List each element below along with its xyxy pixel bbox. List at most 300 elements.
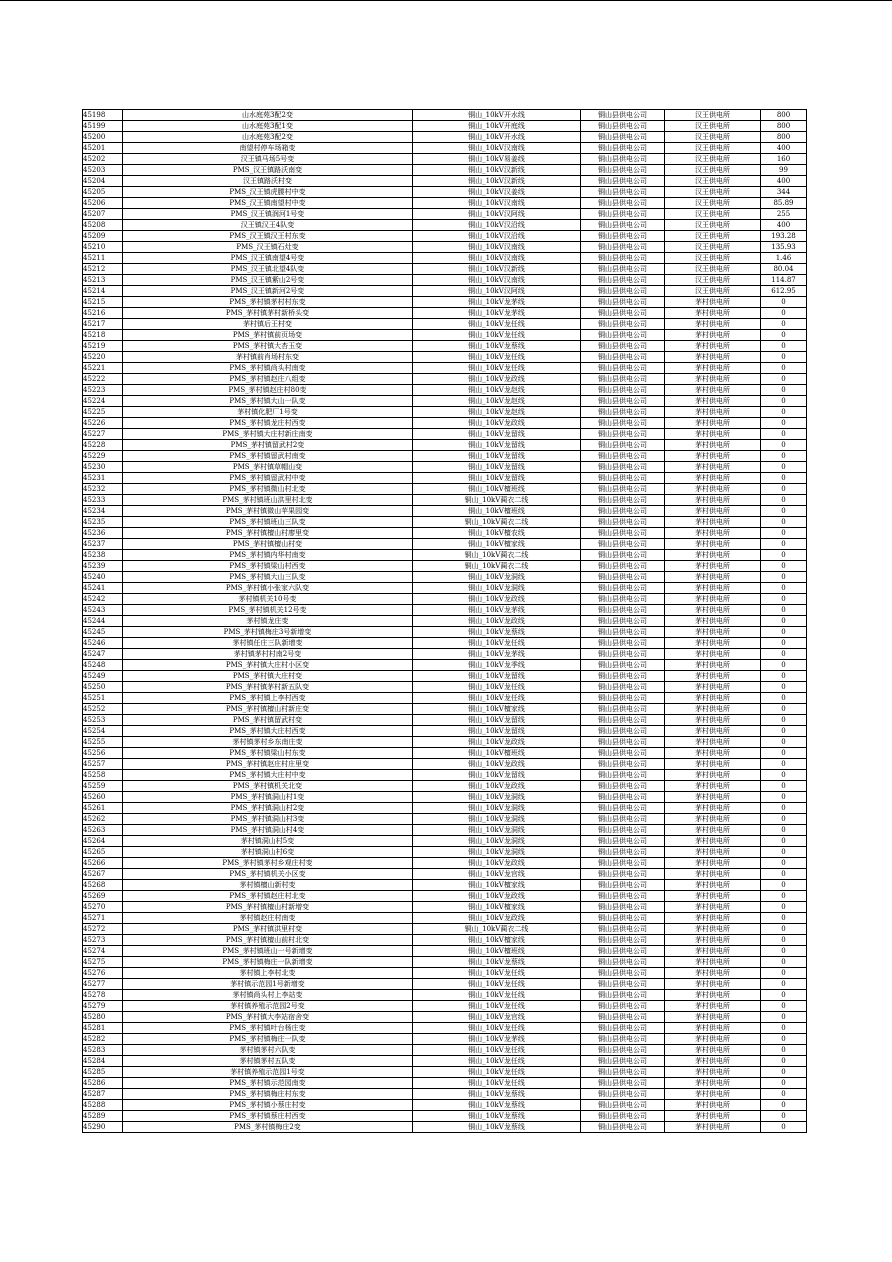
transformer-name: PMS_茅村镇大庄村小区变 bbox=[123, 660, 413, 671]
table-row bbox=[83, 253, 807, 264]
transformer-name: 山水庭苑3配2变 bbox=[123, 110, 413, 121]
transformer-name: 茅村镇洞山村6变 bbox=[123, 847, 413, 858]
table-row bbox=[83, 517, 807, 528]
table-row bbox=[83, 770, 807, 781]
transformer-name: PMS_汉王镇润河1号变 bbox=[123, 209, 413, 220]
line-name: 铜山_10kV龙政线 bbox=[413, 594, 581, 605]
transformer-name: PMS_汉王镇新河2号变 bbox=[123, 286, 413, 297]
capacity-value: 0 bbox=[761, 429, 807, 440]
line-name: 铜山_10kV龙任线 bbox=[413, 682, 581, 693]
capacity-value: 0 bbox=[761, 781, 807, 792]
line-name: 铜山_10kV龙留线 bbox=[413, 671, 581, 682]
transformer-name: PMS_汉王镇南望4号变 bbox=[123, 253, 413, 264]
row-id: 45241 bbox=[83, 583, 123, 594]
table-row bbox=[83, 781, 807, 792]
station-name: 茅村供电所 bbox=[665, 770, 761, 781]
line-name: 铜山_10kV龙蔡线 bbox=[413, 957, 581, 968]
line-name: 铜山_10kV开庭线 bbox=[413, 121, 581, 132]
line-name: 铜山_10kV龙任线 bbox=[413, 968, 581, 979]
row-id: 45233 bbox=[83, 495, 123, 506]
row-id: 45269 bbox=[83, 891, 123, 902]
station-name: 汉王供电所 bbox=[665, 110, 761, 121]
company-name: 铜山县供电公司 bbox=[581, 671, 665, 682]
capacity-value: 0 bbox=[761, 550, 807, 561]
transformer-name: 茅村镇养殖示范园2号变 bbox=[123, 1001, 413, 1012]
capacity-value: 0 bbox=[761, 979, 807, 990]
company-name: 铜山县供电公司 bbox=[581, 1122, 665, 1133]
transformer-name: PMS_汉王镇北望4队变 bbox=[123, 264, 413, 275]
row-id: 45237 bbox=[83, 539, 123, 550]
row-id: 45208 bbox=[83, 220, 123, 231]
capacity-value: 0 bbox=[761, 1056, 807, 1067]
transformer-name: 茅村镇茅村五队变 bbox=[123, 1056, 413, 1067]
table-row bbox=[83, 429, 807, 440]
line-name: 铜山_10kV龙任线 bbox=[413, 1001, 581, 1012]
station-name: 茅村供电所 bbox=[665, 308, 761, 319]
table-row bbox=[83, 528, 807, 539]
company-name: 铜山县供电公司 bbox=[581, 308, 665, 319]
line-name: 铜山_10kV龙洞线 bbox=[413, 792, 581, 803]
transformer-name: PMS_茅村镇大山三队变 bbox=[123, 572, 413, 583]
transformer-name: PMS_茅村镇大庄村新庄南变 bbox=[123, 429, 413, 440]
line-name: 铜山_10kV龙政线 bbox=[413, 616, 581, 627]
table-row bbox=[83, 385, 807, 396]
company-name: 铜山县供电公司 bbox=[581, 143, 665, 154]
table-row bbox=[83, 484, 807, 495]
station-name: 汉王供电所 bbox=[665, 231, 761, 242]
transformer-name: PMS_汉王镇紫山2号变 bbox=[123, 275, 413, 286]
row-id: 45217 bbox=[83, 319, 123, 330]
line-name: 铜山_10kV汉南线 bbox=[413, 143, 581, 154]
capacity-value: 0 bbox=[761, 913, 807, 924]
company-name: 铜山县供电公司 bbox=[581, 759, 665, 770]
station-name: 茅村供电所 bbox=[665, 319, 761, 330]
row-id: 45216 bbox=[83, 308, 123, 319]
row-id: 45276 bbox=[83, 968, 123, 979]
company-name: 铜山县供电公司 bbox=[581, 220, 665, 231]
company-name: 铜山县供电公司 bbox=[581, 319, 665, 330]
row-id: 45199 bbox=[83, 121, 123, 132]
company-name: 铜山县供电公司 bbox=[581, 638, 665, 649]
row-id: 45214 bbox=[83, 286, 123, 297]
line-name: 铜山_10kV蔺衣二线 bbox=[413, 517, 581, 528]
capacity-value: 193.28 bbox=[761, 231, 807, 242]
line-name: 铜山_10kV龙茅线 bbox=[413, 297, 581, 308]
row-id: 45227 bbox=[83, 429, 123, 440]
table-row bbox=[83, 913, 807, 924]
transformer-name: 茅村镇机关10号变 bbox=[123, 594, 413, 605]
row-id: 45203 bbox=[83, 165, 123, 176]
capacity-value: 0 bbox=[761, 396, 807, 407]
station-name: 茅村供电所 bbox=[665, 704, 761, 715]
company-name: 铜山县供电公司 bbox=[581, 748, 665, 759]
station-name: 汉王供电所 bbox=[665, 242, 761, 253]
row-id: 45263 bbox=[83, 825, 123, 836]
table-row bbox=[83, 407, 807, 418]
company-name: 铜山县供电公司 bbox=[581, 803, 665, 814]
row-id: 45242 bbox=[83, 594, 123, 605]
row-id: 45270 bbox=[83, 902, 123, 913]
company-name: 铜山县供电公司 bbox=[581, 165, 665, 176]
table-row bbox=[83, 759, 807, 770]
row-id: 45223 bbox=[83, 385, 123, 396]
line-name: 铜山_10kV汉姜线 bbox=[413, 187, 581, 198]
line-name: 铜山_10kV龙蔡线 bbox=[413, 1122, 581, 1133]
line-name: 铜山_10kV龙任线 bbox=[413, 693, 581, 704]
table-row bbox=[83, 275, 807, 286]
table-row bbox=[83, 660, 807, 671]
station-name: 茅村供电所 bbox=[665, 1001, 761, 1012]
table-row bbox=[83, 1034, 807, 1045]
transformer-name: 汉王镇马场5号变 bbox=[123, 154, 413, 165]
capacity-value: 0 bbox=[761, 363, 807, 374]
row-id: 45239 bbox=[83, 561, 123, 572]
capacity-value: 0 bbox=[761, 814, 807, 825]
row-id: 45206 bbox=[83, 198, 123, 209]
transformer-name: PMS_茅村镇小蔡庄村变 bbox=[123, 1100, 413, 1111]
line-name: 铜山_10kV龙留线 bbox=[413, 451, 581, 462]
station-name: 汉王供电所 bbox=[665, 187, 761, 198]
table-row bbox=[83, 737, 807, 748]
line-name: 铜山_10kV龙赵线 bbox=[413, 396, 581, 407]
table-row bbox=[83, 1078, 807, 1089]
capacity-value: 0 bbox=[761, 418, 807, 429]
transformer-name: PMS_茅村镇赵庄村北变 bbox=[123, 891, 413, 902]
capacity-value: 0 bbox=[761, 407, 807, 418]
capacity-value: 0 bbox=[761, 1078, 807, 1089]
line-name: 铜山_10kV龙洞线 bbox=[413, 803, 581, 814]
company-name: 铜山县供电公司 bbox=[581, 396, 665, 407]
row-id: 45253 bbox=[83, 715, 123, 726]
company-name: 铜山县供电公司 bbox=[581, 902, 665, 913]
company-name: 铜山县供电公司 bbox=[581, 506, 665, 517]
station-name: 茅村供电所 bbox=[665, 594, 761, 605]
row-id: 45251 bbox=[83, 693, 123, 704]
row-id: 45262 bbox=[83, 814, 123, 825]
table-row bbox=[83, 847, 807, 858]
table-row bbox=[83, 1056, 807, 1067]
company-name: 铜山县供电公司 bbox=[581, 1045, 665, 1056]
capacity-value: 0 bbox=[761, 880, 807, 891]
line-name: 铜山_10kV龙洞线 bbox=[413, 825, 581, 836]
row-id: 45282 bbox=[83, 1034, 123, 1045]
company-name: 铜山县供电公司 bbox=[581, 616, 665, 627]
line-name: 铜山_10kV汉新线 bbox=[413, 165, 581, 176]
capacity-value: 0 bbox=[761, 737, 807, 748]
capacity-value: 612.95 bbox=[761, 286, 807, 297]
company-name: 铜山县供电公司 bbox=[581, 1089, 665, 1100]
company-name: 铜山县供电公司 bbox=[581, 913, 665, 924]
company-name: 铜山县供电公司 bbox=[581, 869, 665, 880]
station-name: 茅村供电所 bbox=[665, 495, 761, 506]
station-name: 茅村供电所 bbox=[665, 660, 761, 671]
station-name: 茅村供电所 bbox=[665, 1111, 761, 1122]
table-row bbox=[83, 506, 807, 517]
transformer-name: PMS_茅村镇大李站宿舍变 bbox=[123, 1012, 413, 1023]
station-name: 茅村供电所 bbox=[665, 638, 761, 649]
line-name: 铜山_10kV龙蔡线 bbox=[413, 1100, 581, 1111]
station-name: 茅村供电所 bbox=[665, 418, 761, 429]
company-name: 铜山县供电公司 bbox=[581, 374, 665, 385]
transformer-name: 茅村镇任庄三队新增变 bbox=[123, 638, 413, 649]
company-name: 铜山县供电公司 bbox=[581, 264, 665, 275]
station-name: 茅村供电所 bbox=[665, 572, 761, 583]
transformer-name: PMS_茅村镇机关北变 bbox=[123, 781, 413, 792]
company-name: 铜山县供电公司 bbox=[581, 330, 665, 341]
capacity-value: 114.87 bbox=[761, 275, 807, 286]
line-name: 铜山_10kV汉阿线 bbox=[413, 286, 581, 297]
capacity-value: 0 bbox=[761, 374, 807, 385]
transformer-name: 茅村镇茅村村南2号变 bbox=[123, 649, 413, 660]
company-name: 铜山县供电公司 bbox=[581, 935, 665, 946]
capacity-value: 0 bbox=[761, 605, 807, 616]
line-name: 铜山_10kV蔺衣二线 bbox=[413, 495, 581, 506]
table-row bbox=[83, 352, 807, 363]
row-id: 45280 bbox=[83, 1012, 123, 1023]
table-row bbox=[83, 1067, 807, 1078]
company-name: 铜山县供电公司 bbox=[581, 121, 665, 132]
capacity-value: 0 bbox=[761, 1012, 807, 1023]
capacity-value: 0 bbox=[761, 891, 807, 902]
station-name: 茅村供电所 bbox=[665, 352, 761, 363]
station-name: 茅村供电所 bbox=[665, 902, 761, 913]
table-row bbox=[83, 143, 807, 154]
transformer-name: PMS_茅村镇小张家六队变 bbox=[123, 583, 413, 594]
table-row bbox=[83, 924, 807, 935]
station-name: 汉王供电所 bbox=[665, 253, 761, 264]
line-name: 铜山_10kV龙留线 bbox=[413, 429, 581, 440]
company-name: 铜山县供电公司 bbox=[581, 385, 665, 396]
capacity-value: 0 bbox=[761, 319, 807, 330]
capacity-value: 0 bbox=[761, 671, 807, 682]
company-name: 铜山县供电公司 bbox=[581, 660, 665, 671]
capacity-value: 85.89 bbox=[761, 198, 807, 209]
transformer-name: PMS_茅村镇龙庄村西变 bbox=[123, 418, 413, 429]
transformer-name: PMS_茅村镇檀山村新增变 bbox=[123, 902, 413, 913]
station-name: 茅村供电所 bbox=[665, 1012, 761, 1023]
company-name: 铜山县供电公司 bbox=[581, 561, 665, 572]
table-row bbox=[83, 616, 807, 627]
line-name: 铜山_10kV龙赵线 bbox=[413, 385, 581, 396]
line-name: 铜山_10kV龙任线 bbox=[413, 1023, 581, 1034]
station-name: 汉王供电所 bbox=[665, 209, 761, 220]
row-id: 45234 bbox=[83, 506, 123, 517]
transformer-name: PMS_茅村镇前页场变 bbox=[123, 330, 413, 341]
table-body bbox=[83, 110, 807, 1133]
station-name: 茅村供电所 bbox=[665, 561, 761, 572]
station-name: 茅村供电所 bbox=[665, 649, 761, 660]
capacity-value: 0 bbox=[761, 748, 807, 759]
table-row bbox=[83, 858, 807, 869]
station-name: 茅村供电所 bbox=[665, 748, 761, 759]
table-row bbox=[83, 198, 807, 209]
company-name: 铜山县供电公司 bbox=[581, 275, 665, 286]
table-row bbox=[83, 330, 807, 341]
line-name: 铜山_10kV檀班线 bbox=[413, 484, 581, 495]
company-name: 铜山县供电公司 bbox=[581, 550, 665, 561]
transformer-name: PMS_茅村镇蔡庄村西变 bbox=[123, 1111, 413, 1122]
row-id: 45248 bbox=[83, 660, 123, 671]
transformer-name: PMS_茅村镇梅庄村东变 bbox=[123, 1089, 413, 1100]
station-name: 茅村供电所 bbox=[665, 671, 761, 682]
capacity-value: 0 bbox=[761, 957, 807, 968]
row-id: 45202 bbox=[83, 154, 123, 165]
capacity-value: 0 bbox=[761, 792, 807, 803]
table-row bbox=[83, 957, 807, 968]
line-name: 铜山_10kV龙官线 bbox=[413, 1012, 581, 1023]
company-name: 铜山县供电公司 bbox=[581, 407, 665, 418]
capacity-value: 0 bbox=[761, 385, 807, 396]
line-name: 铜山_10kV龙留线 bbox=[413, 770, 581, 781]
row-id: 45210 bbox=[83, 242, 123, 253]
line-name: 铜山_10kV檀家线 bbox=[413, 539, 581, 550]
station-name: 茅村供电所 bbox=[665, 836, 761, 847]
row-id: 45259 bbox=[83, 781, 123, 792]
table-row bbox=[83, 308, 807, 319]
station-name: 汉王供电所 bbox=[665, 154, 761, 165]
company-name: 铜山县供电公司 bbox=[581, 429, 665, 440]
company-name: 铜山县供电公司 bbox=[581, 946, 665, 957]
table-row bbox=[83, 935, 807, 946]
row-id: 45212 bbox=[83, 264, 123, 275]
capacity-value: 80.04 bbox=[761, 264, 807, 275]
transformer-name: PMS_茅村镇洪里村变 bbox=[123, 924, 413, 935]
line-name: 铜山_10kV龙洞线 bbox=[413, 583, 581, 594]
line-name: 铜山_10kV龙政线 bbox=[413, 737, 581, 748]
table-row bbox=[83, 242, 807, 253]
line-name: 铜山_10kV蔺衣二线 bbox=[413, 561, 581, 572]
table-row bbox=[83, 319, 807, 330]
company-name: 铜山县供电公司 bbox=[581, 627, 665, 638]
table-row bbox=[83, 726, 807, 737]
line-name: 铜山_10kV龙洞线 bbox=[413, 814, 581, 825]
row-id: 45275 bbox=[83, 957, 123, 968]
row-id: 45246 bbox=[83, 638, 123, 649]
table-row bbox=[83, 1100, 807, 1111]
company-name: 铜山县供电公司 bbox=[581, 792, 665, 803]
line-name: 铜山_10kV龙任线 bbox=[413, 1045, 581, 1056]
transformer-name: PMS_茅村镇班山洪里村北变 bbox=[123, 495, 413, 506]
table-row bbox=[83, 1012, 807, 1023]
company-name: 铜山县供电公司 bbox=[581, 484, 665, 495]
company-name: 铜山县供电公司 bbox=[581, 110, 665, 121]
station-name: 茅村供电所 bbox=[665, 1122, 761, 1133]
table-row bbox=[83, 671, 807, 682]
transformer-name: PMS_茅村镇大庄村西变 bbox=[123, 726, 413, 737]
capacity-value: 0 bbox=[761, 1111, 807, 1122]
station-name: 茅村供电所 bbox=[665, 605, 761, 616]
table-row bbox=[83, 1111, 807, 1122]
transformer-name: PMS_茅村镇微山村北变 bbox=[123, 484, 413, 495]
line-name: 铜山_10kV龙任线 bbox=[413, 330, 581, 341]
transformer-name: PMS_茅村镇梅庄3号新增变 bbox=[123, 627, 413, 638]
capacity-value: 0 bbox=[761, 1034, 807, 1045]
line-name: 铜山_10kV龙洞线 bbox=[413, 847, 581, 858]
capacity-value: 0 bbox=[761, 825, 807, 836]
line-name: 铜山_10kV龙政线 bbox=[413, 913, 581, 924]
station-name: 汉王供电所 bbox=[665, 121, 761, 132]
capacity-value: 1.46 bbox=[761, 253, 807, 264]
capacity-value: 0 bbox=[761, 297, 807, 308]
row-id: 45266 bbox=[83, 858, 123, 869]
row-id: 45235 bbox=[83, 517, 123, 528]
station-name: 茅村供电所 bbox=[665, 1067, 761, 1078]
company-name: 铜山县供电公司 bbox=[581, 418, 665, 429]
capacity-value: 0 bbox=[761, 308, 807, 319]
line-name: 铜山_10kV龙政线 bbox=[413, 781, 581, 792]
row-id: 45220 bbox=[83, 352, 123, 363]
row-id: 45254 bbox=[83, 726, 123, 737]
transformer-name: PMS_茅村镇赵庄八组变 bbox=[123, 374, 413, 385]
row-id: 45226 bbox=[83, 418, 123, 429]
capacity-value: 0 bbox=[761, 836, 807, 847]
table-row bbox=[83, 869, 807, 880]
transformer-name: PMS_茅村镇洞山村1变 bbox=[123, 792, 413, 803]
table-row bbox=[83, 638, 807, 649]
row-id: 45222 bbox=[83, 374, 123, 385]
row-id: 45288 bbox=[83, 1100, 123, 1111]
company-name: 铜山县供电公司 bbox=[581, 341, 665, 352]
capacity-value: 0 bbox=[761, 858, 807, 869]
transformer-name: 山水庭苑3配1变 bbox=[123, 121, 413, 132]
transformer-name: PMS_茅村镇茅村新五队变 bbox=[123, 682, 413, 693]
row-id: 45209 bbox=[83, 231, 123, 242]
row-id: 45279 bbox=[83, 1001, 123, 1012]
row-id: 45221 bbox=[83, 363, 123, 374]
table-row bbox=[83, 561, 807, 572]
company-name: 铜山县供电公司 bbox=[581, 473, 665, 484]
capacity-value: 0 bbox=[761, 726, 807, 737]
line-name: 铜山_10kV龙茅线 bbox=[413, 649, 581, 660]
capacity-value: 0 bbox=[761, 561, 807, 572]
company-name: 铜山县供电公司 bbox=[581, 649, 665, 660]
line-name: 铜山_10kV龙洞线 bbox=[413, 572, 581, 583]
line-name: 铜山_10kV开水线 bbox=[413, 110, 581, 121]
station-name: 茅村供电所 bbox=[665, 407, 761, 418]
row-id: 45229 bbox=[83, 451, 123, 462]
line-name: 铜山_10kV龙季线 bbox=[413, 660, 581, 671]
line-name: 铜山_10kV汉沿线 bbox=[413, 220, 581, 231]
transformer-name: PMS_茅村镇梅庄一队新增变 bbox=[123, 957, 413, 968]
line-name: 铜山_10kV龙赵线 bbox=[413, 407, 581, 418]
line-name: 铜山_10kV龙任线 bbox=[413, 352, 581, 363]
company-name: 铜山县供电公司 bbox=[581, 847, 665, 858]
capacity-value: 0 bbox=[761, 803, 807, 814]
transformer-name: PMS_茅村镇檀山前村北变 bbox=[123, 935, 413, 946]
capacity-value: 255 bbox=[761, 209, 807, 220]
capacity-value: 800 bbox=[761, 132, 807, 143]
capacity-value: 0 bbox=[761, 616, 807, 627]
table-row bbox=[83, 473, 807, 484]
station-name: 汉王供电所 bbox=[665, 275, 761, 286]
station-name: 茅村供电所 bbox=[665, 880, 761, 891]
line-name: 铜山_10kV龙留线 bbox=[413, 726, 581, 737]
transformer-name: PMS_茅村镇梅庄一队变 bbox=[123, 1034, 413, 1045]
table-row bbox=[83, 803, 807, 814]
station-name: 茅村供电所 bbox=[665, 847, 761, 858]
station-name: 茅村供电所 bbox=[665, 1056, 761, 1067]
transformer-name: PMS_茅村镇茅村新桥头变 bbox=[123, 308, 413, 319]
company-name: 铜山县供电公司 bbox=[581, 363, 665, 374]
table-row bbox=[83, 814, 807, 825]
line-name: 铜山_10kV龙任线 bbox=[413, 1078, 581, 1089]
line-name: 铜山_10kV龙蔡线 bbox=[413, 1111, 581, 1122]
table-row bbox=[83, 396, 807, 407]
capacity-value: 0 bbox=[761, 924, 807, 935]
row-id: 45274 bbox=[83, 946, 123, 957]
row-id: 45231 bbox=[83, 473, 123, 484]
station-name: 茅村供电所 bbox=[665, 473, 761, 484]
